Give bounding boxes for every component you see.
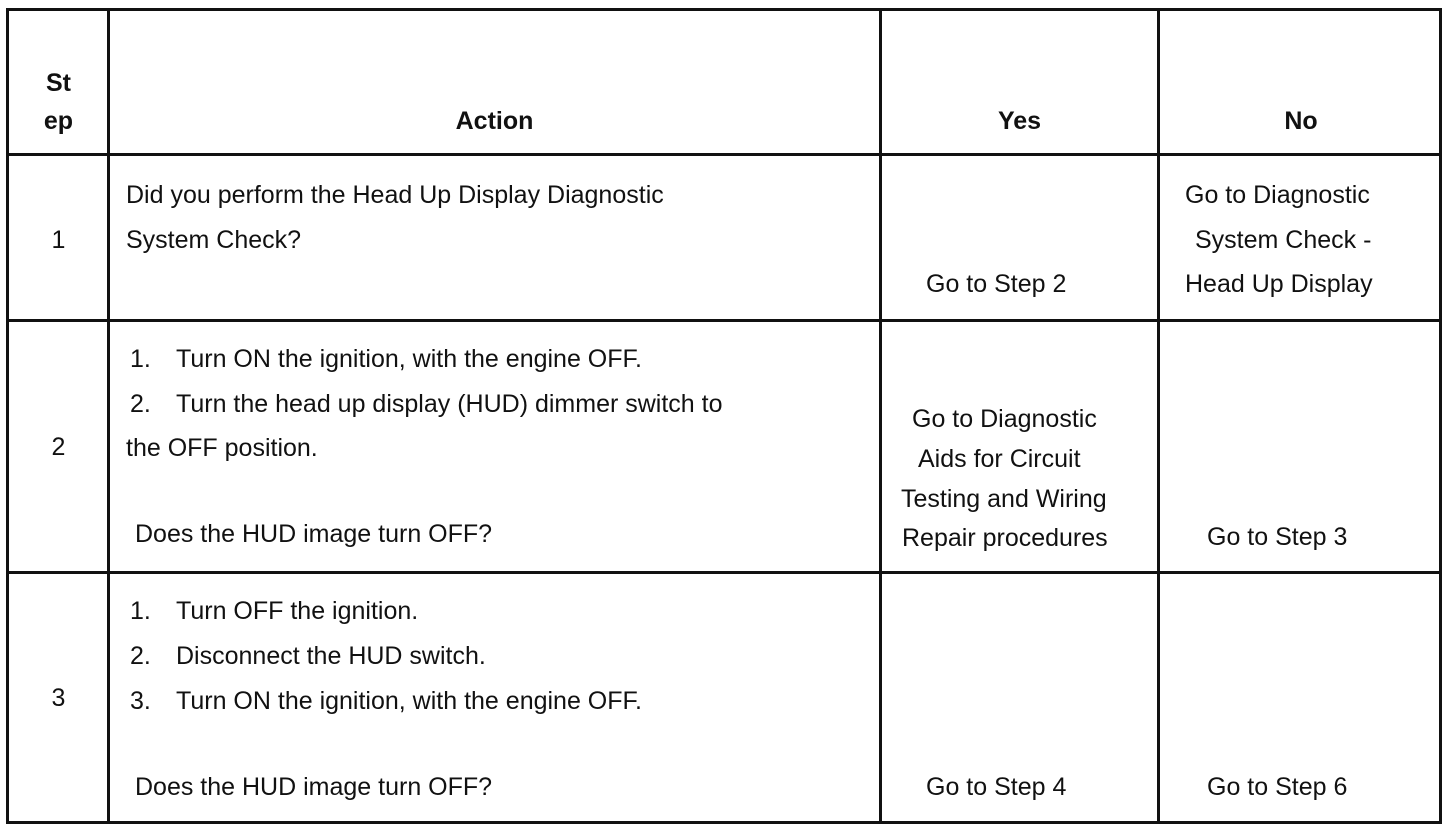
header-step-line1: St [46,69,71,97]
list-item-text: Turn OFF the ignition. [176,597,419,625]
action-question: Does the HUD image turn OFF? [135,520,493,548]
list-item-number: 2. [130,390,151,418]
no-cell-text: Go to Step 3 [1207,523,1348,551]
yes-cell-text: Go to Step 2 [926,270,1067,298]
action-continuation: the OFF position. [126,434,318,462]
list-item-text: Turn the head up display (HUD) dimmer switch to [176,390,723,418]
action-list-item [130,344,642,374]
row-divider [6,319,1442,322]
action-text-line: Did you perform the Head Up Display Diagnostic [126,181,664,209]
header-action: Action [455,107,534,135]
list-item-number: 2. [130,642,151,670]
header-yes: Yes [997,107,1042,135]
no-cell-text-line: System Check - [1195,226,1372,254]
action-text-line: System Check? [126,226,302,254]
list-item-number: 1. [130,597,151,625]
action-question: Does the HUD image turn OFF? [135,773,493,801]
no-cell-text-line: Head Up Display [1185,270,1373,298]
no-cell-text: Go to Step 6 [1207,773,1348,801]
step-number: 3 [51,684,66,712]
action-list-item [130,641,486,671]
yes-cell-text: Go to Step 4 [926,773,1067,801]
list-item-text: Turn ON the ignition, with the engine OFF. [176,345,642,373]
action-list-item [130,389,723,419]
list-item-text: Turn ON the ignition, with the engine OFF. [176,687,642,715]
yes-cell-text-line: Aids for Circuit [918,445,1081,473]
yes-cell-text-line: Go to Diagnostic [912,405,1097,433]
row-divider [6,571,1442,574]
row-divider [6,153,1442,156]
step-number: 1 [51,226,66,254]
list-item-number: 3. [130,687,151,715]
action-list-item [130,596,418,626]
action-list-item [130,686,642,716]
header-step-line2: ep [43,107,74,135]
step-number: 2 [51,433,66,461]
header-no: No [1284,107,1318,135]
yes-cell-text-line: Repair procedures [902,524,1108,552]
list-item-number: 1. [130,345,151,373]
no-cell-text-line: Go to Diagnostic [1185,181,1370,209]
yes-cell-text-line: Testing and Wiring [901,485,1107,513]
list-item-text: Disconnect the HUD switch. [176,642,486,670]
